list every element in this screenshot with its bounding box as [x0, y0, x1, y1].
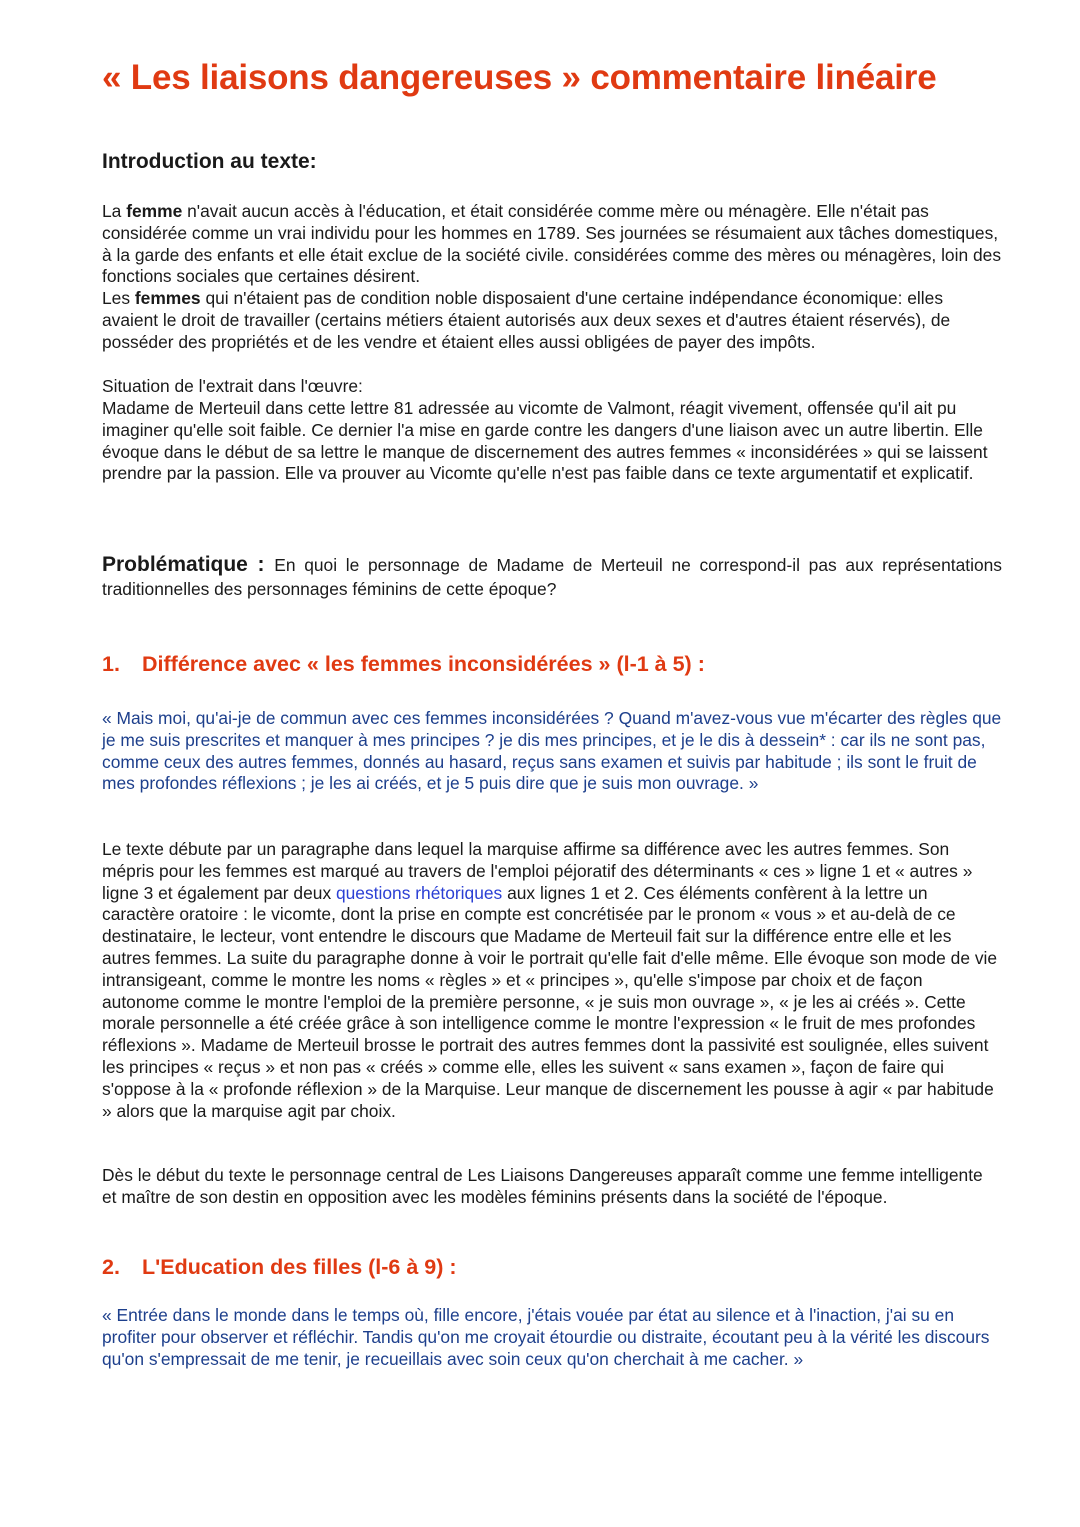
section-2-heading [102, 1255, 457, 1280]
section-1-heading [102, 652, 705, 677]
intro-paragraph-common-women: Les femmes qui n'étaient pas de condition noble disposaient d'une certaine indépendance économique: elles avaient le droit de travailler (certains métiers étaient autorisés aux deux sexes et d'autres étaient réservés), de posséder des propriétés et de les vendre et étaient elles aussi obligées de payer des impôts. [102, 288, 951, 352]
section-1-title: Différence avec « les femmes inconsidérées » (l-1 à 5) : [142, 652, 705, 676]
section-1-analysis: Le texte débute par un paragraphe dans lequel la marquise affirme sa différence avec les autres femmes. Son mépris pour les femmes est marqué au travers de l'emploi péjoratif des déterminants « ces » ligne 1 et « autres » ligne 3 et également par deux questions rhétoriques aux lignes 1 et 2. Ces éléments confèrent à la lettre un caractère oratoire : le vicomte, dont la prise en compte est concrétisée par le pronom « vous » et au-delà de ce destinataire, le lecteur, vont entendre le discours que Madame de Merteuil fait sur la différence entre elle et les autres femmes. La suite du paragraphe donne à voir le portrait qu'elle fait d'elle même. Elle évoque son mode de vie intransigeant, comme le montre les noms « règles » et « principes », qu'elle s'impose par choix et de façon autonome comme le montre l'emploi de la première personne, « je suis mon ouvrage », « je les ai créés ». Cette morale personnelle a été créée grâce à son intelligence comme le montre l'expression « le fruit de mes profondes réflexions ». Madame de Merteuil brosse le portrait des autres femmes dont la passivité est soulignée, elles suivent les principes « reçus » et non pas « créés » comme elle, elles les suivent « sans examen », façon de faire qui s'oppose à la « profonde réflexion » de la Marquise. Leur manque de discernement les pousse à agir « par habitude » alors que la marquise agit par choix. [102, 839, 998, 1121]
section-1-conclusion: Dès le début du texte le personnage central de Les Liaisons Dangereuses apparaît comme une femme intelligente et maître de son destin en opposition avec les modèles féminins présents dans la société de l'époque. [102, 1165, 983, 1207]
rhetorical-questions-link[interactable]: questions rhétoriques [335, 882, 503, 903]
keyword-femmes: femmes [134, 288, 201, 308]
problematique-label: Problématique [102, 553, 248, 576]
intro-heading: Introduction au texte: [102, 150, 317, 173]
problematique: Problématique : En quoi le personnage de Madame de Merteuil ne correspond-il pas aux représentations traditionnelles des personnages féminins de cette époque? [102, 553, 1003, 599]
document-title: « Les liaisons dangereuses » commentaire linéaire [102, 58, 937, 97]
section-1-number: 1. [102, 652, 120, 676]
problematique-text: En quoi le personnage de Madame de Merteuil ne correspond-il pas aux représentations traditionnelles des personnages féminins de cette époque? [102, 555, 1003, 599]
section-2-title: L'Education des filles (l-6 à 9) : [142, 1255, 457, 1279]
intro-paragraph-women-education: La femme n'avait aucun accès à l'éducation, et était considérée comme mère ou ménagère. Elle n'était pas considérée comme un vrai individu pour les hommes en 1789. Ses journées se résumaient aux tâches domestiques, à la garde des enfants et elle était exclue de la société civile. considérées comme des mères ou ménagères, loin des fonctions sociales que certaines désirent. [102, 201, 1002, 287]
section-1-quote: « Mais moi, qu'ai-je de commun avec ces femmes inconsidérées ? Quand m'avez-vous vue m'écarter des règles que je me suis prescrites et manquer à mes principes ? je dis mes principes, et je le dis à dessein* : car ils ne sont pas, comme ceux des autres femmes, donnés au hasard, reçus sans examen et suivis par habitude ; ils sont le fruit de mes profondes réflexions ; je les ai créés, et je 5 puis dire que je suis mon ouvrage. » [102, 708, 1002, 794]
section-2-quote: « Entrée dans le monde dans le temps où, fille encore, j'étais vouée par état au silence et à l'inaction, j'ai su en profiter pour observer et réfléchir. Tandis qu'on me croyait étourdie ou distraite, écoutant peu à la vérité les discours qu'on s'empressait de me tenir, je recueillais avec soin ceux qu'on cherchait à me cacher. » [102, 1305, 990, 1369]
situation-text: Madame de Merteuil dans cette lettre 81 adressée au vicomte de Valmont, réagit vivement, offensée qu'il ait pu imaginer qu'elle soit faible. Ce dernier l'a mise en garde contre les dangers d'une liaison avec un autre libertin. Elle évoque dans le début de sa lettre le manque de discernement des autres femmes « inconsidérées » qui se laissent prendre par la passion. Elle va prouver au Vicomte qu'elle n'est pas faible dans ce texte argumentatif et explicatif. [102, 398, 988, 484]
situation-label: Situation de l'extrait dans l'œuvre: [102, 376, 363, 396]
keyword-femme: femme [126, 201, 183, 221]
section-2-number: 2. [102, 1255, 120, 1279]
